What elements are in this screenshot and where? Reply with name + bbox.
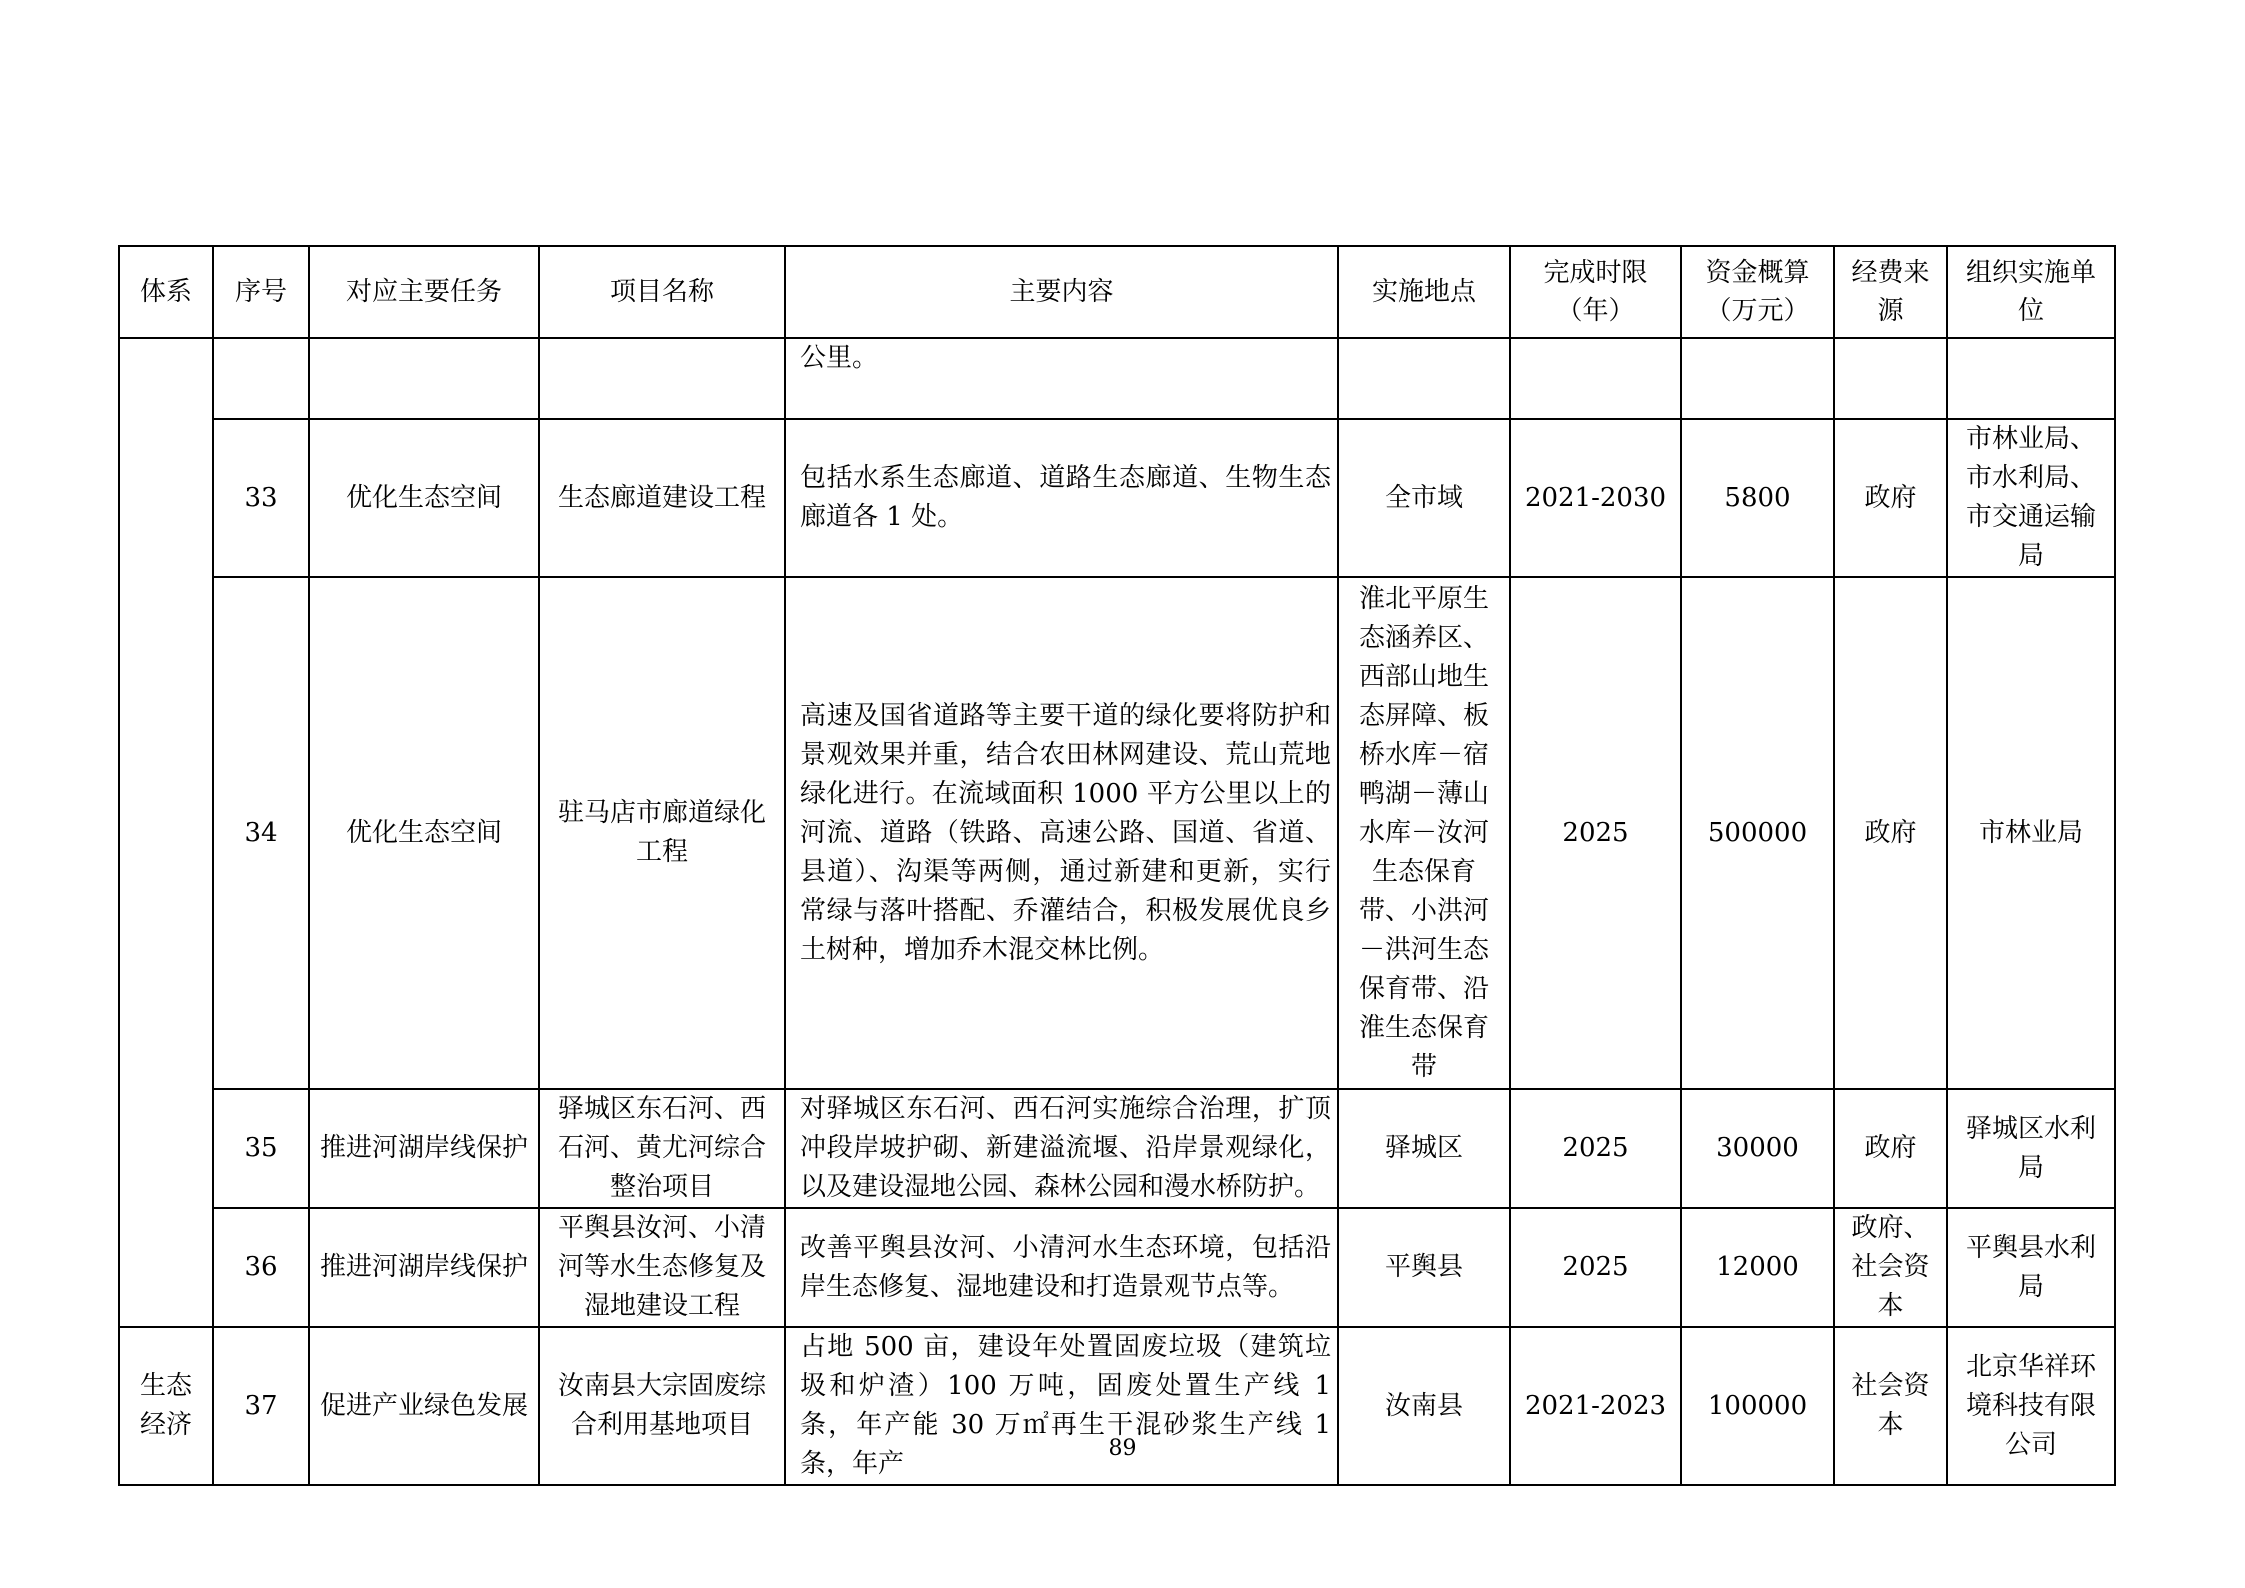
table-row (119, 1089, 2115, 1208)
organizer-cell (1947, 338, 2115, 419)
index-cell: 37 (213, 1327, 309, 1485)
funding-cell: 政府 (1834, 419, 1947, 577)
header-organizer: 组织实施单位 (1947, 246, 2115, 338)
deadline-cell: 2021-2023 (1510, 1327, 1681, 1485)
header-project: 项目名称 (539, 246, 785, 338)
location-cell: 全市域 (1338, 419, 1510, 577)
content-cell: 改善平舆县汝河、小清河水生态环境，包括沿岸生态修复、湿地建设和打造景观节点等。 (785, 1208, 1338, 1327)
index-cell: 35 (213, 1089, 309, 1208)
header-deadline: 完成时限（年） (1510, 246, 1681, 338)
content-cell: 公里。 (785, 338, 1338, 419)
funding-cell: 政府、社会资本 (1834, 1208, 1947, 1327)
deadline-cell: 2025 (1510, 577, 1681, 1089)
header-system: 体系 (119, 246, 213, 338)
budget-cell: 30000 (1681, 1089, 1834, 1208)
content-cell: 占地 500 亩，建设年处置固废垃圾（建筑垃圾和炉渣）100 万吨，固废处置生产线 1 条，年产能 30 万㎡再生干混砂浆生产线 1 条，年产 (785, 1327, 1338, 1485)
organizer-cell: 驿城区水利局 (1947, 1089, 2115, 1208)
budget-cell: 12000 (1681, 1208, 1834, 1327)
table-row (119, 1208, 2115, 1327)
budget-cell (1681, 338, 1834, 419)
location-cell: 驿城区 (1338, 1089, 1510, 1208)
index-cell (213, 338, 309, 419)
project-cell: 汝南县大宗固废综合利用基地项目 (539, 1327, 785, 1485)
header-index: 序号 (213, 246, 309, 338)
organizer-cell: 市林业局、市水利局、市交通运输局 (1947, 419, 2115, 577)
system-cell: 生态经济 (119, 1327, 213, 1485)
system-cell-empty (119, 338, 213, 1327)
index-cell: 33 (213, 419, 309, 577)
header-funding: 经费来源 (1834, 246, 1947, 338)
project-table (118, 245, 2116, 1486)
location-cell (1338, 338, 1510, 419)
location-cell: 汝南县 (1338, 1327, 1510, 1485)
task-cell: 优化生态空间 (309, 577, 539, 1089)
funding-cell: 社会资本 (1834, 1327, 1947, 1485)
deadline-cell: 2021-2030 (1510, 419, 1681, 577)
index-cell: 34 (213, 577, 309, 1089)
project-cell (539, 338, 785, 419)
table-row (119, 577, 2115, 1089)
header-task: 对应主要任务 (309, 246, 539, 338)
header-budget: 资金概算（万元） (1681, 246, 1834, 338)
task-cell: 推进河湖岸线保护 (309, 1208, 539, 1327)
location-cell: 平舆县 (1338, 1208, 1510, 1327)
content-cell: 高速及国省道路等主要干道的绿化要将防护和景观效果并重，结合农田林网建设、荒山荒地绿化进行。在流域面积 1000 平方公里以上的河流、道路（铁路、高速公路、国道、省道、县道）、沟渠等两侧，通过新建和更新，实行常绿与落叶搭配、乔灌结合，积极发展优良乡土树种，增加乔木混交林比例。 (785, 577, 1338, 1089)
budget-cell: 500000 (1681, 577, 1834, 1089)
project-cell: 生态廊道建设工程 (539, 419, 785, 577)
funding-cell: 政府 (1834, 1089, 1947, 1208)
task-cell: 推进河湖岸线保护 (309, 1089, 539, 1208)
table-row (119, 338, 2115, 419)
content-cell: 包括水系生态廊道、道路生态廊道、生物生态廊道各 1 处。 (785, 419, 1338, 577)
task-cell (309, 338, 539, 419)
task-cell: 促进产业绿色发展 (309, 1327, 539, 1485)
organizer-cell: 平舆县水利局 (1947, 1208, 2115, 1327)
task-cell: 优化生态空间 (309, 419, 539, 577)
table-row (119, 419, 2115, 577)
deadline-cell: 2025 (1510, 1208, 1681, 1327)
organizer-cell: 市林业局 (1947, 577, 2115, 1089)
deadline-cell: 2025 (1510, 1089, 1681, 1208)
deadline-cell (1510, 338, 1681, 419)
budget-cell: 5800 (1681, 419, 1834, 577)
header-content: 主要内容 (785, 246, 1338, 338)
header-location: 实施地点 (1338, 246, 1510, 338)
organizer-cell: 北京华祥环境科技有限公司 (1947, 1327, 2115, 1485)
project-cell: 驻马店市廊道绿化工程 (539, 577, 785, 1089)
content-cell: 对驿城区东石河、西石河实施综合治理，扩顶冲段岸坡护砌、新建溢流堰、沿岸景观绿化，以及建设湿地公园、森林公园和漫水桥防护。 (785, 1089, 1338, 1208)
location-cell: 淮北平原生态涵养区、西部山地生态屏障、板桥水库－宿鸭湖－薄山水库－汝河生态保育带、小洪河－洪河生态保育带、沿淮生态保育带 (1338, 577, 1510, 1089)
project-cell: 驿城区东石河、西石河、黄尤河综合整治项目 (539, 1089, 785, 1208)
funding-cell (1834, 338, 1947, 419)
budget-cell: 100000 (1681, 1327, 1834, 1485)
page-number: 89 (1108, 1436, 1137, 1461)
project-cell: 平舆县汝河、小清河等水生态修复及湿地建设工程 (539, 1208, 785, 1327)
table-row (119, 1327, 2115, 1485)
funding-cell: 政府 (1834, 577, 1947, 1089)
header-row (119, 246, 2115, 338)
index-cell: 36 (213, 1208, 309, 1327)
